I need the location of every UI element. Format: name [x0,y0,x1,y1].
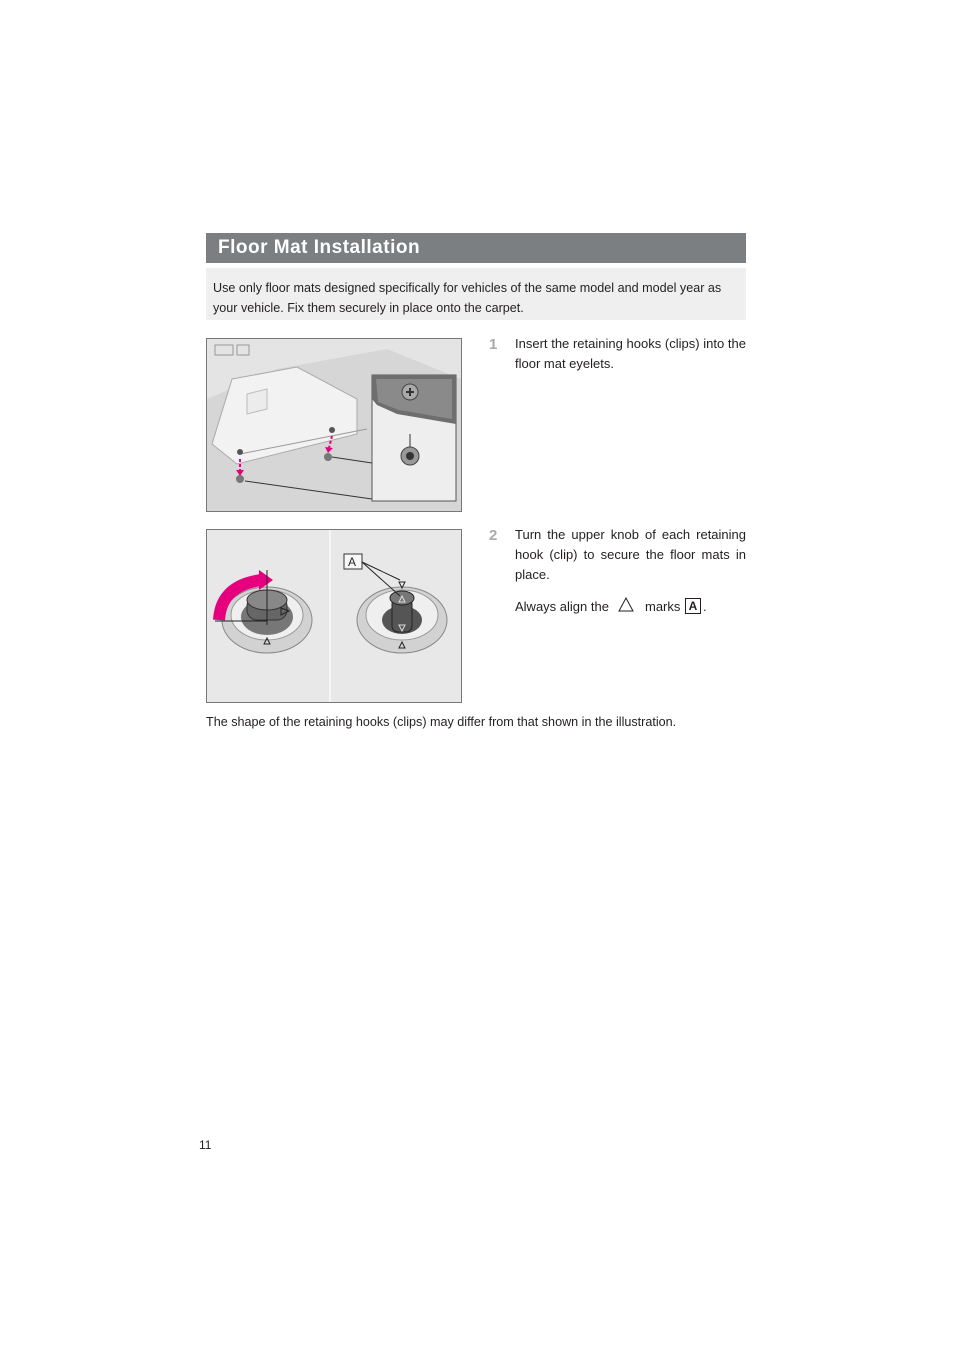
step-note-middle: marks [645,599,681,614]
section-header [206,233,746,263]
retaining-hook-drawing [207,530,461,702]
floor-mat-illustration [206,338,462,512]
floor-mat-drawing [207,339,461,511]
step-number-2: 2 [489,527,498,544]
footnote: The shape of the retaining hooks (clips) may differ from that shown in the illustration. [206,715,677,729]
callout-a-badge: A [685,598,701,614]
step-note-end: . [703,599,707,614]
step-number-1: 1 [489,336,498,353]
step-note-prefix: Always align the [515,599,609,614]
section-title: Floor Mat Installation [218,237,421,258]
triangle-mark-icon [618,597,634,613]
step-text-1: Insert the retaining hooks (clips) into the floor mat eyelets. [515,336,746,371]
intro-box [206,268,746,320]
step-text-2: Turn the upper knob of each retaining hook (clip) to secure the floor mats in place. [515,527,746,582]
page-number: 11 [199,1138,212,1152]
retaining-hook-illustration [206,529,462,703]
figure-callout-a: A [348,555,357,569]
intro-text: Use only floor mats designed specifically for vehicles of the same model and model year as your vehicle. Fix them securely in place onto the carpet. [213,281,722,315]
